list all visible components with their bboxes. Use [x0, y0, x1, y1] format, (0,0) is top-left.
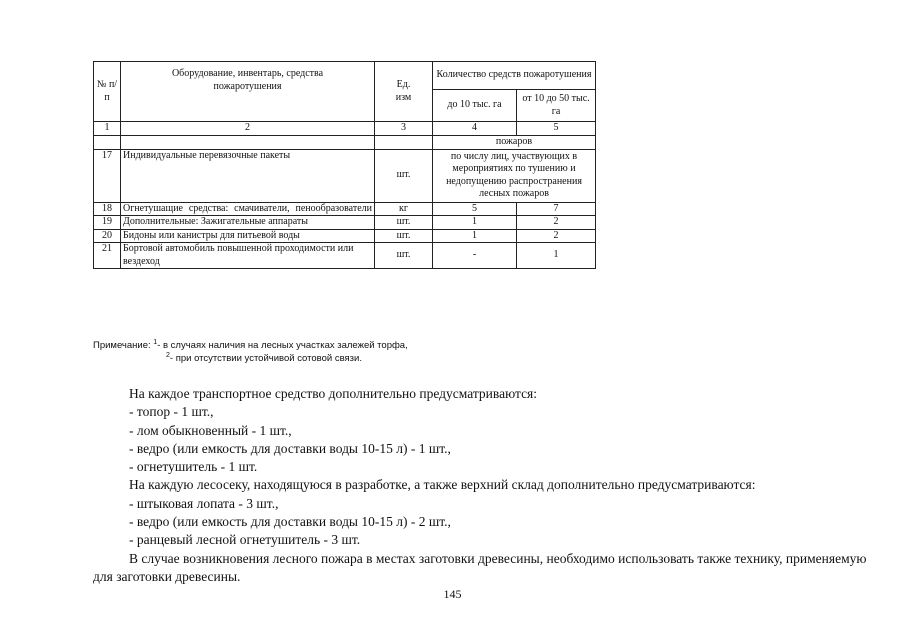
row-q2: 2	[517, 229, 596, 243]
row-name: Индивидуальные перевязочные пакеты	[121, 149, 375, 202]
row-num: 21	[94, 243, 121, 269]
paragraph-fire-case: В случае возникновения лесного пожара в местах заготовки древесины, необходимо использовать также технику, применяемую для заготовки древесины.	[93, 550, 867, 584]
header-q1: до 10 тыс. га	[433, 90, 517, 122]
list-item: - штыковая лопата - 3 шт.,	[129, 495, 279, 511]
row-unit: шт.	[375, 149, 433, 202]
body-text	[93, 385, 868, 586]
row-name: Дополнительные: Зажигательные аппараты	[121, 216, 375, 230]
row-num: 19	[94, 216, 121, 230]
footnote-text-1: - в случаях наличия на лесных участках залежей торфа,	[157, 340, 408, 351]
table-row	[94, 229, 596, 243]
list-item: - топор - 1 шт.,	[129, 404, 214, 420]
row-num: 17	[94, 149, 121, 202]
table-row	[94, 149, 596, 202]
footnote-marker-1: 1	[153, 339, 158, 346]
row-merged-quantity: по числу лиц, участвующих в мероприятиях по тушению и недопущению распространения лесных пожаров	[433, 149, 596, 202]
row-q2: 2	[517, 216, 596, 230]
list-item: - ведро (или емкость для доставки воды 10-15 л) - 1 шт.,	[129, 440, 451, 456]
row-unit: шт.	[375, 243, 433, 269]
colnum-3: 3	[375, 122, 433, 136]
table-row	[94, 216, 596, 230]
paragraph-vehicle: На каждое транспортное средство дополнительно предусматриваются:	[129, 386, 538, 401]
equipment-table	[93, 61, 596, 269]
section-label: пожаров	[433, 135, 596, 149]
row-q1: 1	[433, 229, 517, 243]
footnote	[93, 339, 408, 365]
table-row	[94, 243, 596, 269]
list-item: - лом обыкновенный - 1 шт.,	[129, 422, 292, 438]
row-q1: 1	[433, 216, 517, 230]
row-q1: 5	[433, 202, 517, 216]
list-item: - ранцевый лесной огнетушитель - 3 шт.	[129, 532, 361, 548]
row-q2: 7	[517, 202, 596, 216]
row-num: 18	[94, 202, 121, 216]
row-q2: 1	[517, 243, 596, 269]
paragraph-cutting-area: На каждую лесосеку, находящуюся в разработке, а также верхний склад дополнительно предусматриваются:	[129, 477, 756, 493]
row-name: Бидоны или канистры для питьевой воды	[121, 229, 375, 243]
colnum-4: 4	[433, 122, 517, 136]
table-row	[94, 202, 596, 216]
row-q1: -	[433, 243, 517, 269]
header-q2: от 10 до 50 тыс. га	[517, 90, 596, 122]
footnote-text-2: - при отсутствии устойчивой сотовой связи.	[169, 353, 362, 364]
row-name: Огнетушащие средства: смачиватели, пенообразователи	[121, 202, 375, 216]
list-item: - огнетушитель - 1 шт.	[129, 459, 258, 475]
header-unit: Ед. изм	[375, 62, 433, 122]
row-unit: шт.	[375, 229, 433, 243]
row-unit: кг	[375, 202, 433, 216]
footnote-line-1	[93, 339, 408, 352]
row-unit: шт.	[375, 216, 433, 230]
page-number: 145	[443, 587, 462, 601]
footnote-line-2	[93, 352, 408, 365]
colnum-1: 1	[94, 122, 121, 136]
row-name: Бортовой автомобиль повышенной проходимости или вездеход	[121, 243, 375, 269]
header-num: № п/п	[94, 62, 121, 122]
header-quantity: Количество средств пожаротушения	[433, 62, 596, 90]
colnum-2: 2	[121, 122, 375, 136]
footnote-marker-2: 2	[166, 352, 170, 359]
colnum-5: 5	[517, 122, 596, 136]
list-item: - ведро (или емкость для доставки воды 10-15 л) - 2 шт.,	[129, 514, 451, 530]
footnote-label: Примечание:	[93, 340, 151, 351]
row-num: 20	[94, 229, 121, 243]
header-equipment: Оборудование, инвентарь, средства пожаротушения	[121, 62, 375, 122]
